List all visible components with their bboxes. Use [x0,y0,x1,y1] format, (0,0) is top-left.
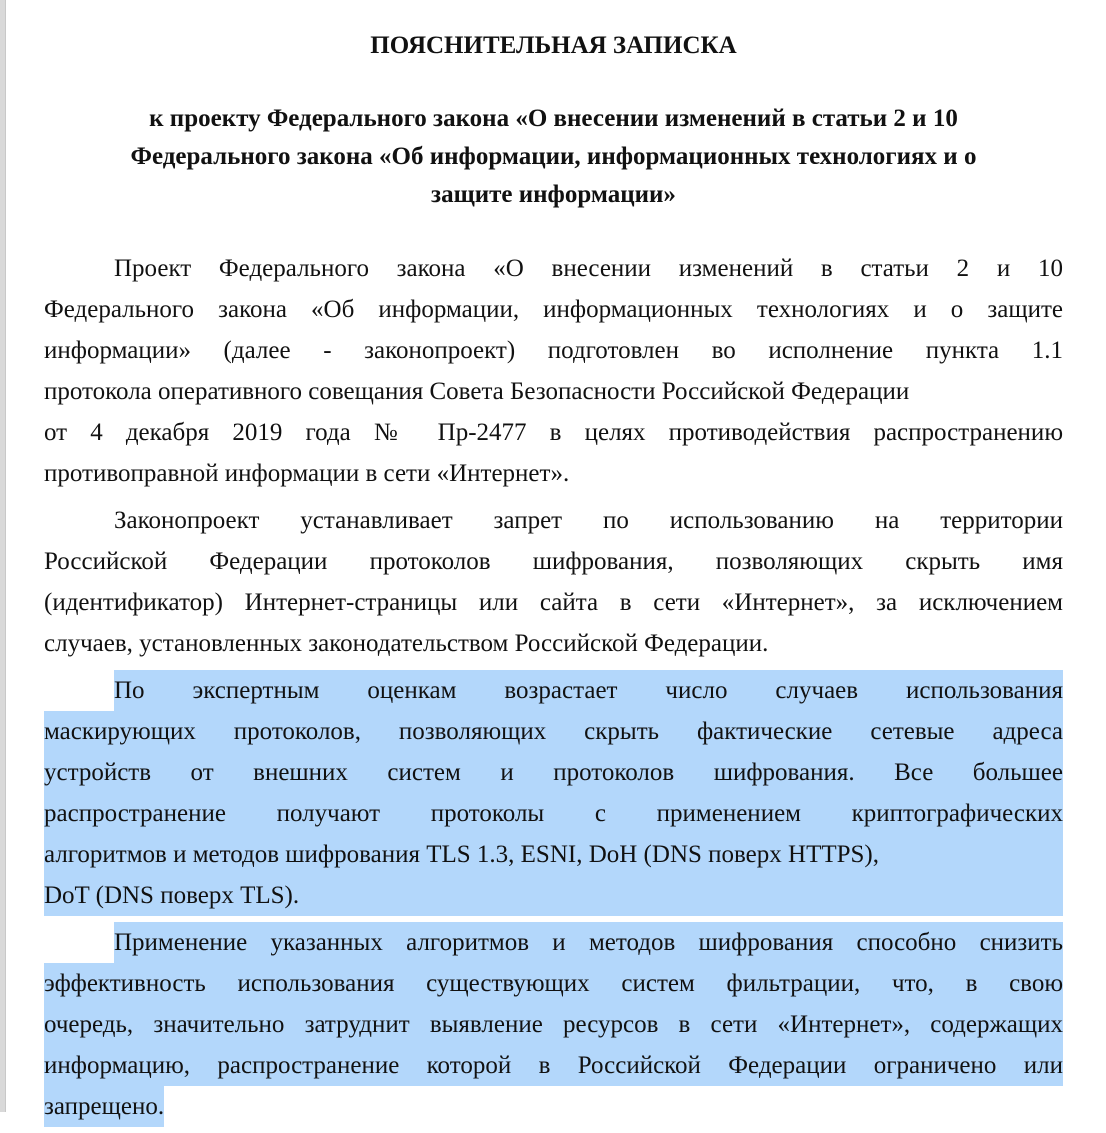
selected-text-line: алгоритмов и методов шифрования TLS 1.3, ESNI, DoH (DNS поверх HTTPS), [44,834,1063,875]
selected-text-line: По экспертным оценкам возрастает число случаев использования [44,670,1063,711]
paragraph-project-basis[interactable] [44,248,1063,494]
subtitle-line: к проекту Федерального закона «О внесении изменений в статьи 2 и 10 [149,105,958,132]
selected-text-line: очередь, значительно затруднит выявление ресурсов в сети «Интернет», содержащих [44,1004,1063,1045]
text-line: Федерального закона «Об информации, информационных технологиях и о защите [44,296,1063,323]
document-subtitle [44,100,1063,214]
text-line: информации» (далее - законопроект) подготовлен во исполнение пункта 1.1 [44,337,1063,364]
page-left-edge [0,0,6,1112]
subtitle-line: Федерального закона «Об информации, информационных технологиях и о [130,143,977,170]
selected-text-line: распространение получают протоколы с применением криптографических [44,793,1063,834]
text-line: Проект Федерального закона «О внесении изменений в статьи 2 и 10 [114,255,1063,282]
selected-text-line: Применение указанных алгоритмов и методов шифрования способно снизить [44,922,1063,963]
selected-text-line: маскирующих протоколов, позволяющих скрыть фактические сетевые адреса [44,711,1063,752]
text-line: (идентификатор) Интернет-страницы или сайта в сети «Интернет», за исключением [44,589,1063,616]
selected-text-line: эффективность использования существующих систем фильтрации, что, в свою [44,963,1063,1004]
document-body [44,248,1063,1133]
selected-text-line: устройств от внешних систем и протоколов шифрования. Все большее [44,752,1063,793]
selected-text-line: запрещено. [44,1086,164,1127]
selected-text-line: информацию, распространение которой в Российской Федерации ограничено или [44,1045,1063,1086]
selected-paragraph-expert-estimates[interactable] [44,670,1063,916]
text-line: Законопроект устанавливает запрет по использованию на территории [114,507,1063,534]
text-line: противоправной информации в сети «Интернет». [44,460,570,487]
subtitle-line: защите информации» [431,181,676,208]
text-line: случаев, установленных законодательством Российской Федерации. [44,630,769,657]
document-title: ПОЯСНИТЕЛЬНАЯ ЗАПИСКА [370,32,737,59]
paragraph-prohibition[interactable] [44,500,1063,664]
selected-text-line: DoT (DNS поверх TLS). [44,875,1063,916]
text-line: Российской Федерации протоколов шифрования, позволяющих скрыть имя [44,548,1063,575]
text-line: от 4 декабря 2019 года № Пр-2477 в целях противодействия распространению [44,419,1063,446]
text-line: протокола оперативного совещания Совета Безопасности Российской Федерации [44,378,910,405]
selected-paragraph-filtering-effect[interactable] [44,922,1063,1127]
